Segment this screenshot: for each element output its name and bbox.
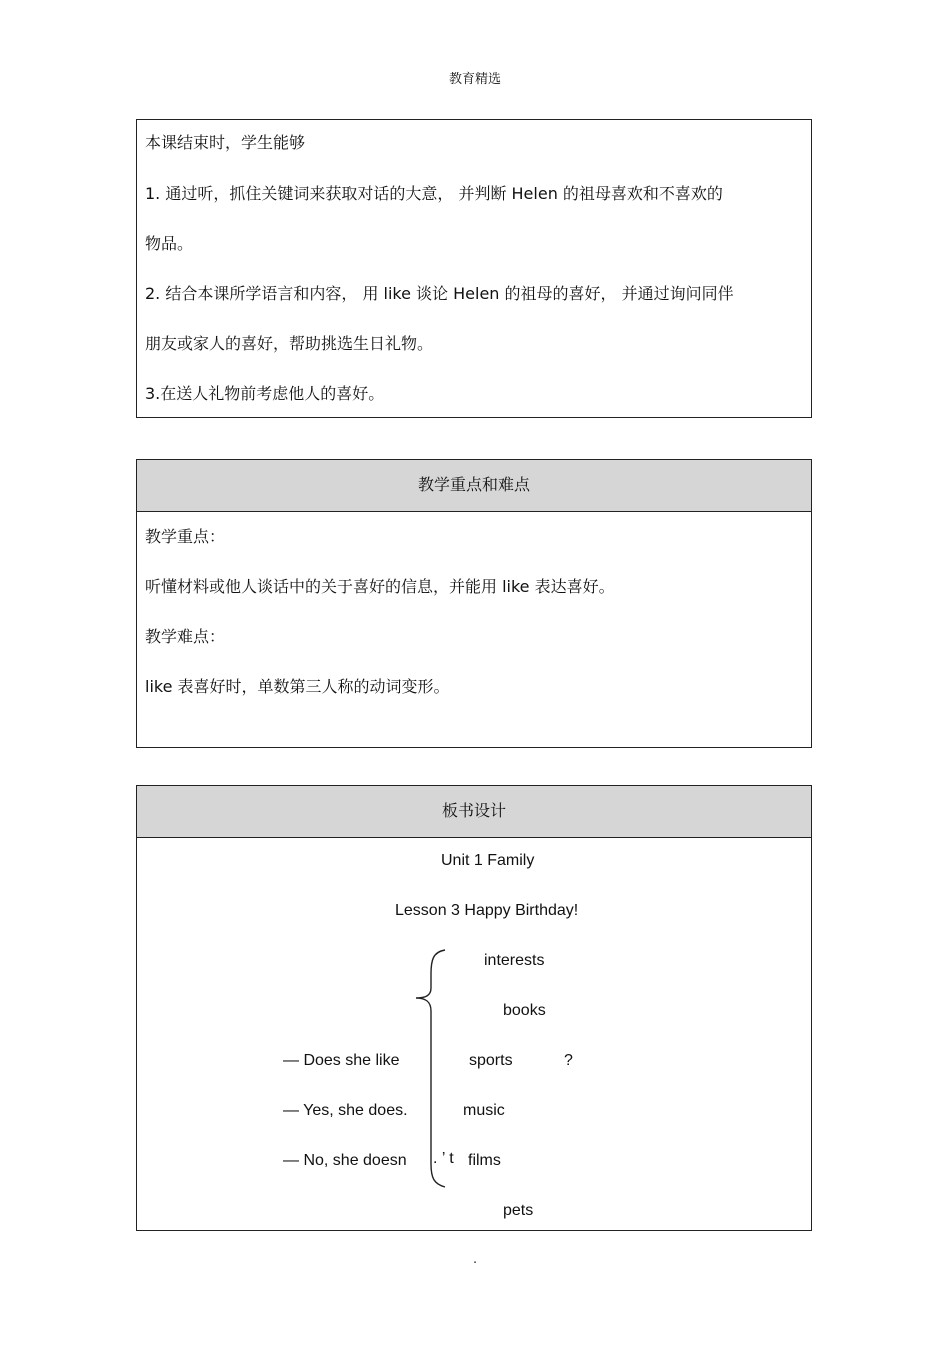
dialog-line: — No, she doesn: [283, 1152, 407, 1169]
objective-line: 物品。: [145, 234, 194, 253]
page-header: 教育精选: [448, 72, 501, 87]
board-design-title: 板书设计: [137, 786, 811, 838]
key-point-line: like 表喜好时，单数第三人称的动词变形。: [145, 677, 450, 696]
dialog-tail: . ’ t: [433, 1150, 454, 1167]
board-item: films: [468, 1152, 501, 1169]
page-footer: .: [473, 1252, 477, 1266]
board-item: books: [503, 1002, 546, 1019]
objective-line: 朋友或家人的喜好，帮助挑选生日礼物。: [145, 334, 434, 353]
objective-line: 2. 结合本课所学语言和内容， 用 like 谈论 Helen 的祖母的喜好， 并通过询问同伴: [145, 284, 734, 303]
objective-line: 1. 通过听，抓住关键词来获取对话的大意， 并判断 Helen 的祖母喜欢和不喜欢的: [145, 184, 723, 203]
objective-line: 本课结束时，学生能够: [145, 133, 306, 152]
key-point-line: 听懂材料或他人谈话中的关于喜好的信息，并能用 like 表达喜好。: [145, 577, 615, 596]
question-mark: ?: [564, 1052, 573, 1069]
board-unit: Unit 1 Family: [441, 852, 535, 869]
objective-line: 3.在送人礼物前考虑他人的喜好。: [145, 384, 385, 403]
board-lesson: Lesson 3 Happy Birthday!: [395, 902, 579, 919]
key-points-box: [136, 459, 812, 748]
dialog-line: — Yes, she does.: [283, 1102, 408, 1119]
board-item: music: [463, 1102, 505, 1119]
key-point-line: 教学重点：: [145, 527, 226, 546]
board-design-box: [136, 785, 812, 1231]
key-point-line: 教学难点：: [145, 627, 226, 646]
key-points-title: 教学重点和难点: [137, 460, 811, 512]
dialog-line: — Does she like: [283, 1052, 400, 1069]
objectives-box: [136, 119, 812, 418]
board-item: sports: [469, 1052, 513, 1069]
board-item: interests: [484, 952, 545, 969]
board-item: pets: [503, 1202, 534, 1219]
